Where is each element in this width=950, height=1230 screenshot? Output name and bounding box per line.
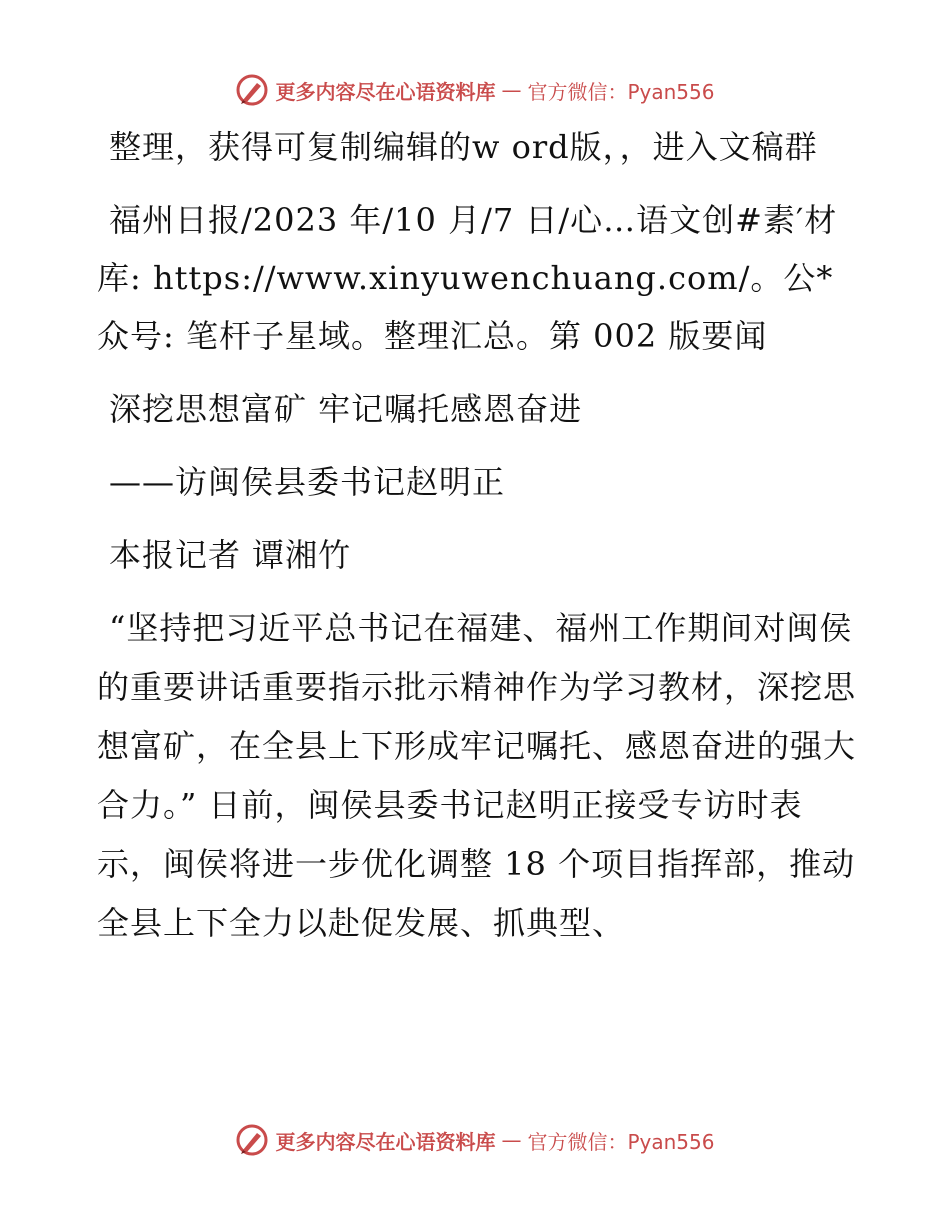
article-subtitle: ——访闽侯县委书记赵明正 bbox=[109, 463, 506, 501]
pen-logo-icon bbox=[235, 1123, 269, 1157]
banner-text: 更多内容尽在心语资料库 bbox=[275, 1129, 496, 1154]
document-body bbox=[97, 118, 857, 968]
footer-watermark-banner bbox=[0, 1118, 950, 1162]
paragraph-intro: 整理，获得可复制编辑的w ord版，，进入文稿群 bbox=[109, 128, 818, 166]
header-watermark-banner bbox=[0, 68, 950, 112]
banner-separator: — bbox=[501, 78, 522, 102]
article-byline: 本报记者 谭湘竹 bbox=[109, 536, 352, 574]
banner-wechat: 官方微信：Pyan556 bbox=[527, 1129, 715, 1154]
paragraph-source: 福州日报/2023 年/10 月/7 日/心…语文创#素′材库: https://www.xinyuwenchuang.com/。公*众号: 笔杆子星域。整理汇总。第 002 版要闻 bbox=[97, 201, 838, 355]
banner-text: 更多内容尽在心语资料库 bbox=[275, 79, 496, 104]
banner-wechat: 官方微信：Pyan556 bbox=[527, 79, 715, 104]
paragraph-body: “坚持把习近平总书记在福建、福州工作期间对闽侯的重要讲话重要指示批示精神作为学习教材，深挖思想富矿，在全县上下形成牢记嘱托、感恩奋进的强大合力。” 日前，闽侯县委书记赵明正接受专访时表示，闽侯将进一步优化调整 18 个项目指挥部，推动全县上下全力以赴促发展、抓典型、 bbox=[97, 609, 857, 942]
pen-logo-icon bbox=[235, 73, 269, 107]
article-title: 深挖思想富矿 牢记嘱托感恩奋进 bbox=[109, 390, 583, 428]
banner-separator: — bbox=[501, 1128, 522, 1152]
